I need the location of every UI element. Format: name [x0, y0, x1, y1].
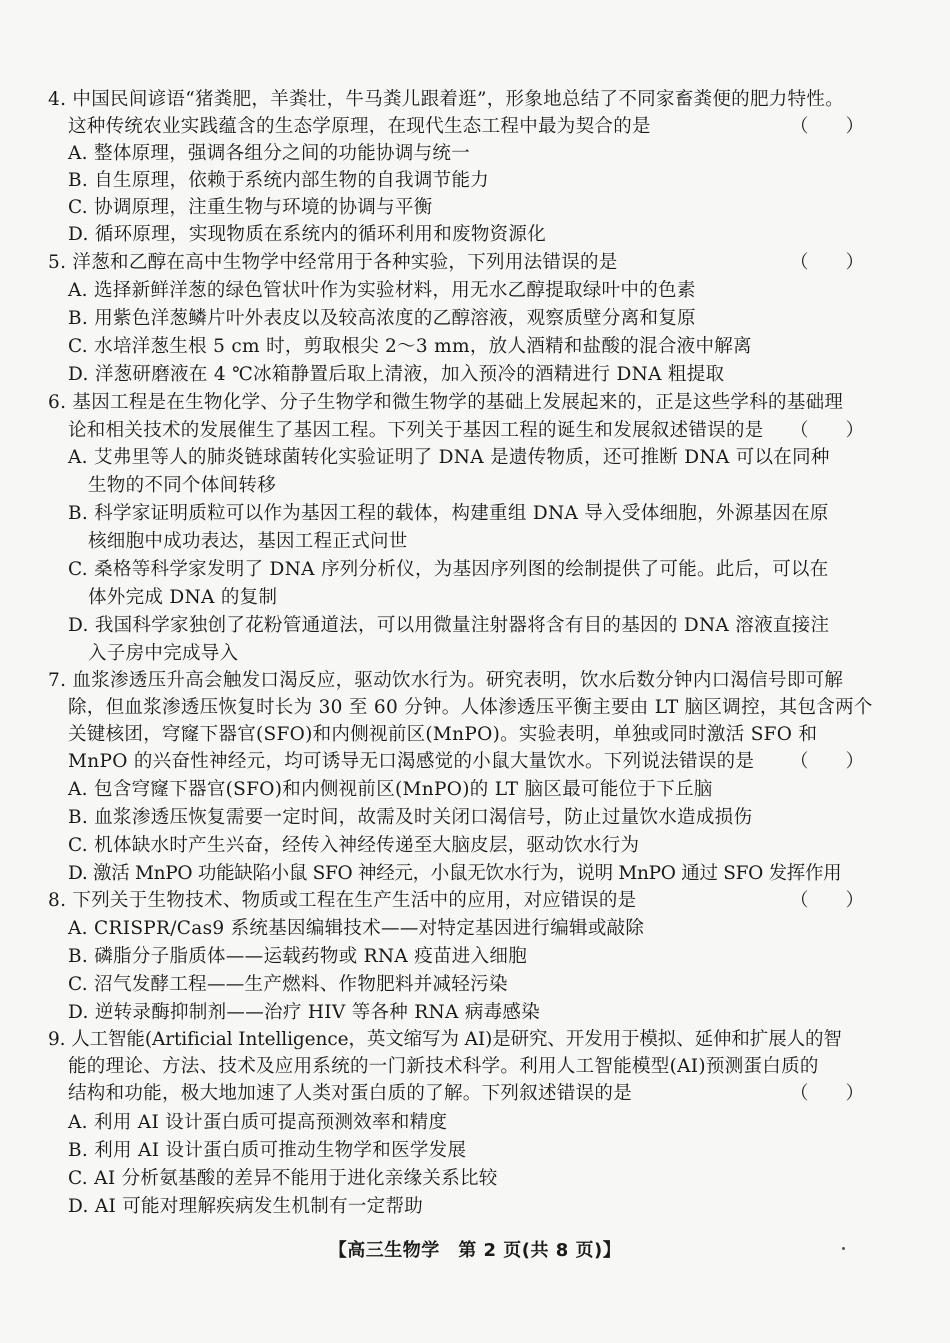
q9-option-a: A. 利用 AI 设计蛋白质可提高预测效率和精度 — [68, 1112, 448, 1133]
q8-option-a: A. CRISPR/Cas9 系统基因编辑技术——对特定基因进行编辑或敲除 — [68, 918, 645, 939]
q9-stem-line-3: 结构和功能，极大地加速了人类对蛋白质的了解。下列叙述错误的是 — [68, 1083, 633, 1104]
q4-stem-line-2: 这种传统农业实践蕴含的生态学原理，在现代生态工程中最为契合的是 — [68, 116, 651, 137]
q8-option-d: D. 逆转录酶抑制剂——治疗 HIV 等各种 RNA 病毒感染 — [68, 1002, 541, 1023]
q5-option-c: C. 水培洋葱生根 5 cm 时，剪取根尖 2～3 mm，放人酒精和盐酸的混合液中解离 — [68, 336, 752, 357]
q6-option-c: C. 桑格等科学家发明了 DNA 序列分析仪，为基因序列图的绘制提供了可能。此后，可以在 — [68, 559, 829, 580]
q7-stem-line-3: 关键核团，穹窿下器官(SFO)和内侧视前区(MnPO)。实验表明，单独或同时激活 SFO 和 — [68, 724, 818, 745]
q6-option-d-cont: 入子房中完成导入 — [88, 643, 239, 664]
q8-option-c: C. 沼气发酵工程——生产燃料、作物肥料并减轻污染 — [68, 974, 508, 995]
q4-answer-blank: （ ） — [790, 116, 865, 137]
q6-option-a: A. 艾弗里等人的肺炎链球菌转化实验证明了 DNA 是遗传物质，还可推断 DNA 可以在同种 — [68, 447, 830, 468]
q5-option-d: D. 洋葱研磨液在 4 ℃冰箱静置后取上清液，加入预冷的酒精进行 DNA 粗提取 — [68, 364, 725, 385]
q5-answer-blank: （ ） — [790, 252, 865, 273]
q7-option-c: C. 机体缺水时产生兴奋，经传入神经传递至大脑皮层，驱动饮水行为 — [68, 835, 640, 856]
q8-answer-blank: （ ） — [790, 890, 865, 911]
q4-option-a: A. 整体原理，强调各组分之间的功能协调与统一 — [68, 143, 471, 164]
q6-stem-line-1: 6. 基因工程是在生物化学、分子生物学和微生物学的基础上发展起来的，正是这些学科的基础理 — [48, 392, 844, 413]
q7-option-b: B. 血浆渗透压恢复需要一定时间，故需及时关闭口渴信号，防止过量饮水造成损伤 — [68, 807, 753, 828]
q4-option-b: B. 自生原理，依赖于系统内部生物的自我调节能力 — [68, 170, 490, 191]
q4-option-d: D. 循环原理，实现物质在系统内的循环利用和废物资源化 — [68, 224, 547, 245]
q6-option-b: B. 科学家证明质粒可以作为基因工程的载体，构建重组 DNA 导入受体细胞，外源基因在原 — [68, 503, 829, 524]
q7-stem-line-2: 除，但血浆渗透压恢复时长为 30 至 60 分钟。人体渗透压平衡主要由 LT 脑区调控，其包含两个 — [68, 697, 873, 718]
q7-stem-line-1: 7. 血浆渗透压升高会触发口渴反应，驱动饮水行为。研究表明，饮水后数分钟内口渴信号即可解 — [48, 670, 844, 691]
q5-option-a: A. 选择新鲜洋葱的绿色管状叶作为实验材料，用无水乙醇提取绿叶中的色素 — [68, 280, 696, 301]
q7-answer-blank: （ ） — [790, 751, 865, 772]
q9-option-c: C. AI 分析氨基酸的差异不能用于进化亲缘关系比较 — [68, 1168, 498, 1189]
q9-stem-line-2: 能的理论、方法、技术及应用系统的一门新技术科学。利用人工智能模型(AI)预测蛋白质的 — [68, 1056, 819, 1077]
q5-stem-line-1: 5. 洋葱和乙醇在高中生物学中经常用于各种实验，下列用法错误的是 — [48, 252, 618, 273]
q5-option-b: B. 用紫色洋葱鳞片叶外表皮以及较高浓度的乙醇溶液，观察质壁分离和复原 — [68, 308, 696, 329]
q7-stem-line-4: MnPO 的兴奋性神经元，均可诱导无口渴感觉的小鼠大量饮水。下列说法错误的是 — [68, 751, 755, 772]
q7-option-d: D. 激活 MnPO 功能缺陷小鼠 SFO 神经元，小鼠无饮水行为，说明 MnPO 通过 SFO 发挥作用 — [68, 863, 842, 884]
q9-answer-blank: （ ） — [790, 1083, 865, 1104]
q9-option-d: D. AI 可能对理解疾病发生机制有一定帮助 — [68, 1196, 424, 1217]
q8-stem-line-1: 8. 下列关于生物技术、物质或工程在生产生活中的应用，对应错误的是 — [48, 890, 637, 911]
q6-option-c-cont: 体外完成 DNA 的复制 — [88, 587, 278, 608]
q4-stem-line-1: 4. 中国民间谚语“猪粪肥，羊粪壮，牛马粪儿跟着逛”，形象地总结了不同家畜粪便的肥力特性。 — [48, 89, 844, 110]
q6-option-d: D. 我国科学家独创了花粉管通道法，可以用微量注射器将含有目的基因的 DNA 溶液直接注 — [68, 615, 830, 636]
q9-option-b: B. 利用 AI 设计蛋白质可推动生物学和医学发展 — [68, 1140, 467, 1161]
q6-option-a-cont: 生物的不同个体间转移 — [88, 475, 277, 496]
q9-stem-line-1: 9. 人工智能(Artificial Intelligence，英文缩写为 AI)是研究、开发用于模拟、延伸和扩展人的智 — [48, 1029, 842, 1050]
page-footer: 【高三生物学 第 2 页(共 8 页)】 — [328, 1240, 622, 1261]
scan-speck — [842, 1247, 845, 1250]
q7-option-a: A. 包含穹窿下器官(SFO)和内侧视前区(MnPO)的 LT 脑区最可能位于下丘脑 — [68, 779, 713, 800]
q6-answer-blank: （ ） — [790, 420, 865, 441]
q6-option-b-cont: 核细胞中成功表达，基因工程正式问世 — [88, 531, 408, 552]
q6-stem-line-2: 论和相关技术的发展催生了基因工程。下列关于基因工程的诞生和发展叙述错误的是 — [68, 420, 764, 441]
q4-option-c: C. 协调原理，注重生物与环境的协调与平衡 — [68, 197, 433, 218]
q8-option-b: B. 磷脂分子脂质体——运载药物或 RNA 疫苗进入细胞 — [68, 946, 527, 967]
